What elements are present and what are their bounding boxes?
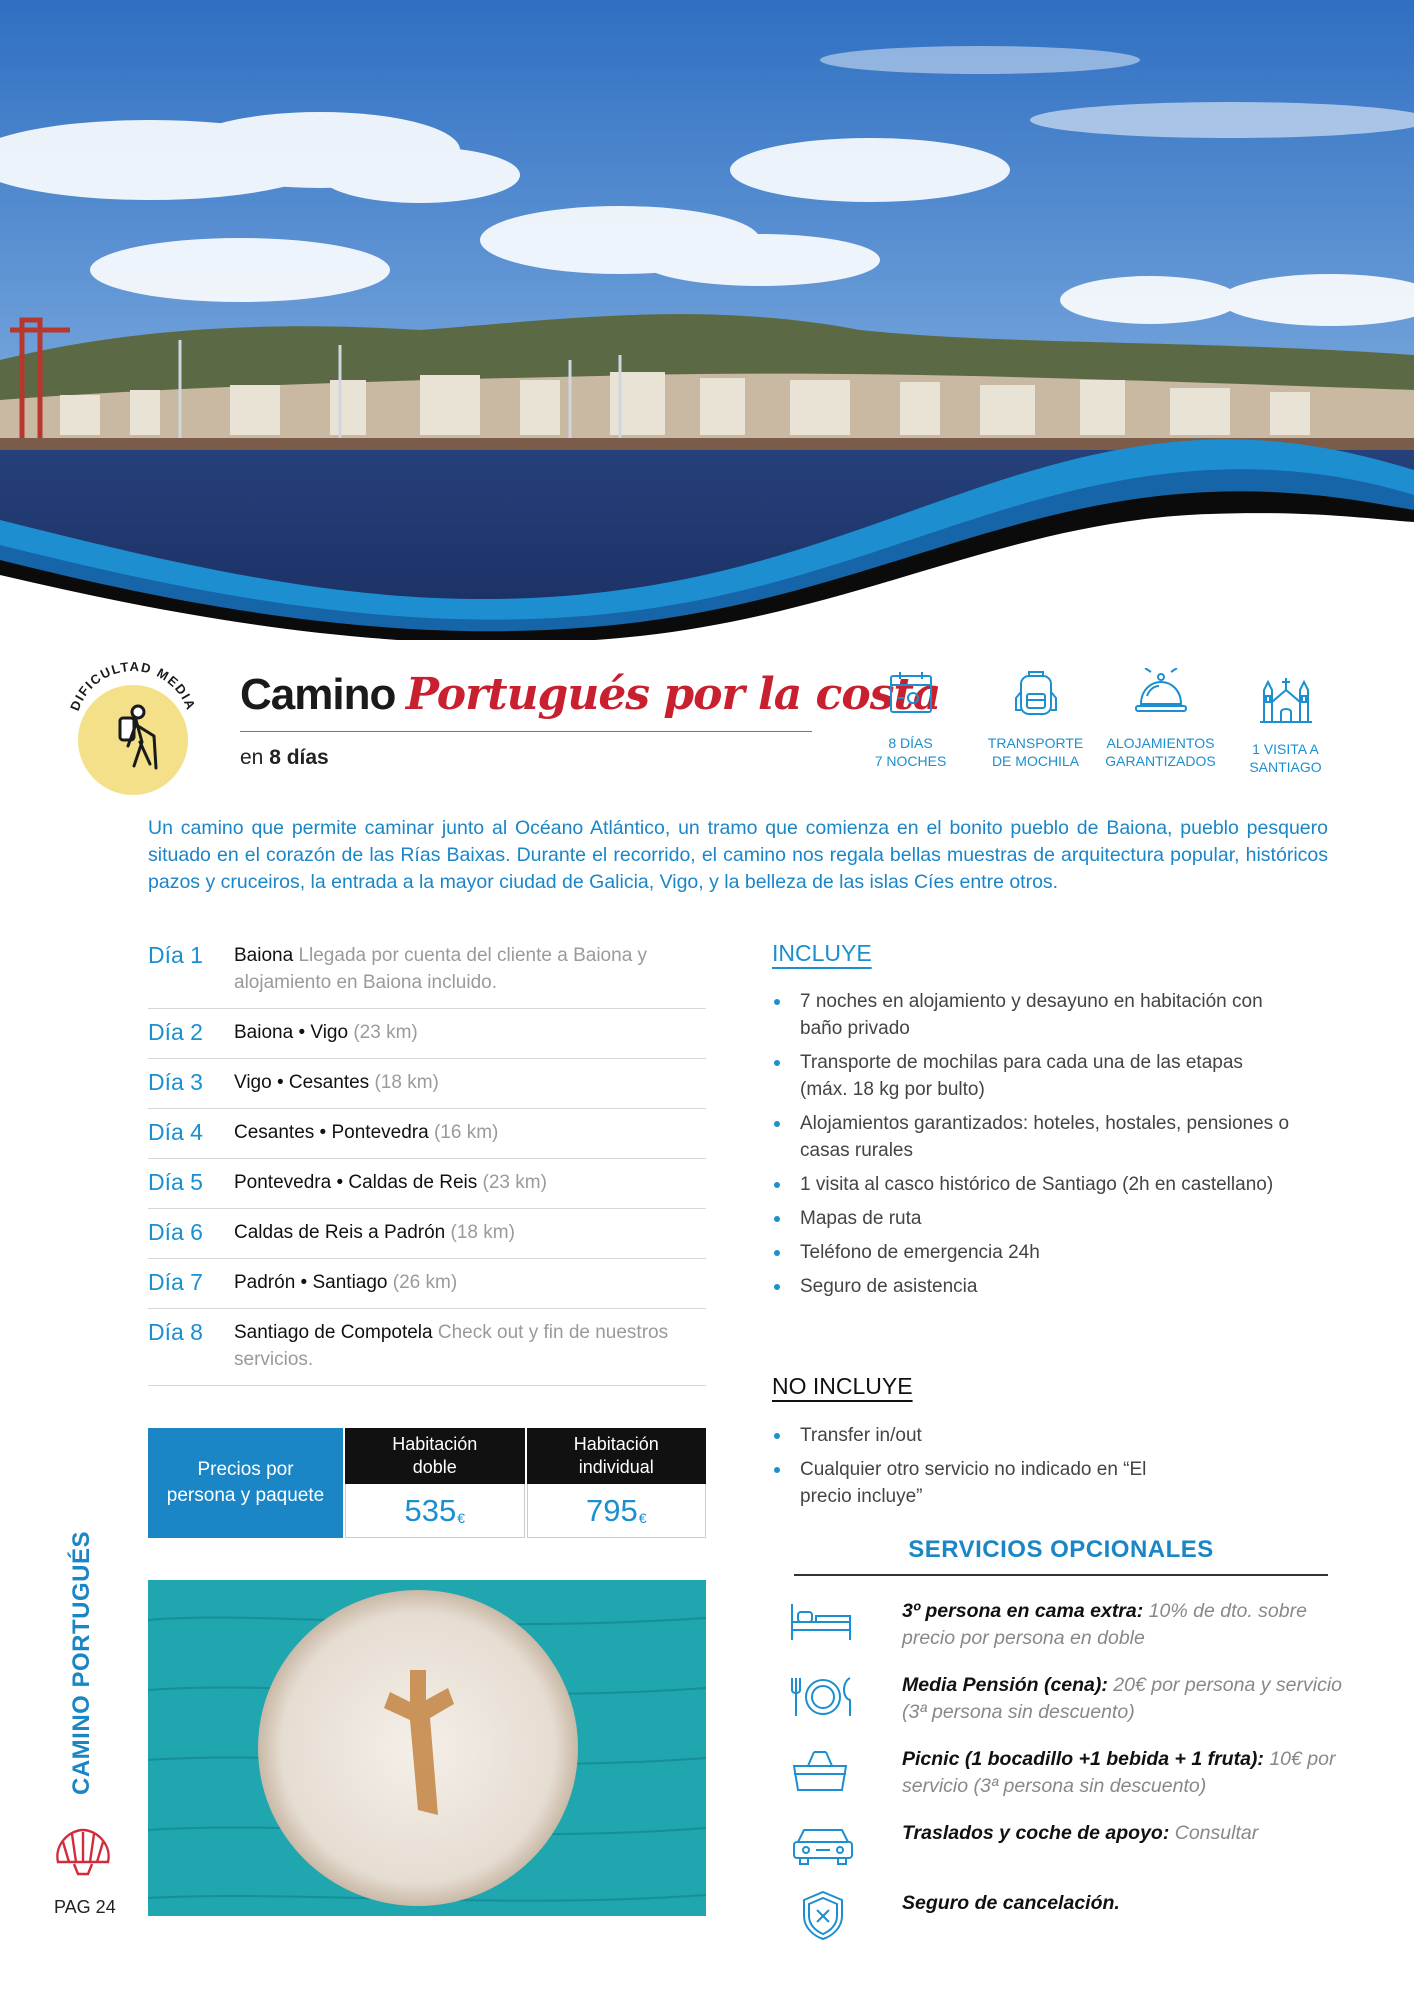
day-detail: (18 km) bbox=[369, 1072, 439, 1093]
feature-lodging-line1: ALOJAMIENTOS bbox=[1106, 735, 1215, 751]
day-number: Día 6 bbox=[148, 1219, 203, 1245]
service-bell-icon bbox=[1133, 668, 1189, 718]
section-side-label: CAMINO PORTUGUÉS bbox=[68, 1530, 95, 1795]
page-number: PAG 24 bbox=[54, 1897, 116, 1917]
tarta-de-santiago-photo bbox=[148, 1580, 706, 1916]
optional-service-transfers bbox=[788, 1820, 1348, 1870]
itinerary-day bbox=[148, 1259, 706, 1309]
price-single-room bbox=[525, 1428, 707, 1538]
day-route: Caldas de Reis a Padrón bbox=[234, 1222, 446, 1243]
list-item: 7 noches en alojamiento y desayuno en habitación con baño privado bbox=[772, 988, 1292, 1042]
excludes-title: NO INCLUYE bbox=[772, 1373, 913, 1399]
hero-photo-vigo-harbor bbox=[0, 0, 1414, 640]
list-item: 1 visita al casco histórico de Santiago (2h en castellano) bbox=[772, 1171, 1292, 1198]
includes-title: INCLUYE bbox=[772, 940, 872, 966]
service-label: Media Pensión (cena): bbox=[902, 1674, 1108, 1696]
feature-santiago-line1: 1 VISITA A bbox=[1252, 741, 1319, 757]
title-main: Camino bbox=[240, 670, 396, 719]
shield-icon bbox=[788, 1890, 858, 1940]
price-double-room bbox=[343, 1428, 525, 1538]
duration-prefix: en bbox=[240, 746, 264, 769]
price-label-line1: Habitación bbox=[573, 1434, 659, 1454]
feature-santiago bbox=[1223, 668, 1348, 788]
day-route: Pontevedra • Caldas de Reis bbox=[234, 1172, 478, 1193]
optional-services-title: SERVICIOS OPCIONALES bbox=[794, 1536, 1328, 1576]
price-table bbox=[148, 1428, 706, 1538]
list-item: Seguro de asistencia bbox=[772, 1273, 1292, 1300]
cathedral-icon bbox=[1258, 668, 1314, 724]
service-detail: 10€ por servicio (3ª persona sin descuento) bbox=[902, 1748, 1336, 1797]
list-item: Cualquier otro servicio no indicado en “El precio incluye” bbox=[772, 1456, 1192, 1510]
price-label-line2: doble bbox=[412, 1457, 457, 1477]
difficulty-label: DIFICULTAD MEDIA bbox=[67, 658, 199, 713]
day-number: Día 2 bbox=[148, 1019, 203, 1045]
tour-title bbox=[240, 660, 941, 732]
optional-service-extra-bed bbox=[788, 1598, 1348, 1652]
itinerary-day bbox=[148, 1209, 706, 1259]
day-number: Día 4 bbox=[148, 1119, 203, 1145]
service-detail: 10% de dto. sobre precio por persona en doble bbox=[902, 1600, 1307, 1649]
tour-duration bbox=[240, 746, 812, 770]
optional-service-half-board bbox=[788, 1672, 1348, 1726]
day-route: Santiago de Compotela bbox=[234, 1322, 433, 1343]
itinerary-day bbox=[148, 932, 706, 1009]
feature-days bbox=[848, 668, 973, 788]
price-label-line2: individual bbox=[578, 1457, 654, 1477]
price-currency: € bbox=[638, 1509, 647, 1526]
list-item: Teléfono de emergencia 24h bbox=[772, 1239, 1292, 1266]
day-number: Día 8 bbox=[148, 1319, 203, 1345]
day-number: Día 1 bbox=[148, 942, 203, 968]
day-route: Cesantes • Pontevedra bbox=[234, 1122, 429, 1143]
service-label: 3º persona en cama extra: bbox=[902, 1600, 1144, 1622]
price-header-line1: Precios por bbox=[197, 1459, 294, 1480]
feature-lodging-line2: GARANTIZADOS bbox=[1105, 753, 1216, 769]
day-detail: (23 km) bbox=[348, 1022, 418, 1043]
itinerary-day bbox=[148, 1059, 706, 1109]
feature-backpack-line2: DE MOCHILA bbox=[991, 753, 1080, 769]
optional-service-picnic bbox=[788, 1746, 1348, 1800]
includes-list bbox=[772, 988, 1292, 1307]
price-value: 795 bbox=[585, 1492, 638, 1528]
service-label: Picnic (1 bocadillo +1 bebida + 1 fruta): bbox=[902, 1748, 1264, 1770]
list-item: Transfer in/out bbox=[772, 1422, 1192, 1449]
picnic-basket-icon bbox=[788, 1746, 858, 1796]
day-detail: (16 km) bbox=[428, 1122, 499, 1143]
day-number: Día 7 bbox=[148, 1269, 203, 1295]
feature-icons bbox=[848, 668, 1348, 788]
feature-days-line1: 8 DÍAS bbox=[888, 735, 933, 751]
price-value: 535 bbox=[404, 1492, 457, 1528]
backpack-icon bbox=[1011, 668, 1061, 718]
itinerary-day bbox=[148, 1109, 706, 1159]
price-label-line1: Habitación bbox=[392, 1434, 478, 1454]
price-currency: € bbox=[457, 1509, 466, 1526]
service-label: Seguro de cancelación. bbox=[902, 1892, 1120, 1914]
calendar-icon bbox=[886, 668, 936, 718]
service-label: Traslados y coche de apoyo: bbox=[902, 1822, 1170, 1844]
itinerary-day bbox=[148, 1159, 706, 1209]
car-icon bbox=[788, 1820, 858, 1870]
list-item: Mapas de ruta bbox=[772, 1205, 1292, 1232]
feature-santiago-line2: SANTIAGO bbox=[1249, 759, 1322, 775]
itinerary-day bbox=[148, 1009, 706, 1059]
day-number: Día 3 bbox=[148, 1069, 203, 1095]
day-detail: Check out y fin de nuestros servicios. bbox=[234, 1322, 669, 1370]
feature-backpack bbox=[973, 668, 1098, 788]
dinner-plate-icon bbox=[788, 1672, 858, 1722]
excludes-list bbox=[772, 1422, 1192, 1517]
intro-paragraph: Un camino que permite caminar junto al Océano Atlántico, un tramo que comienza en el bonito pueblo de Baiona, pueblo pesquero situado en el corazón de las Rías Baixas. Durante el recorrido, el camino nos regala bellas muestras de arquitectura popular, históricos pazos y cruceiros, la entrada a la mayor ciudad de Galicia, Vigo, y la belleza de las islas Cíes entre otros. bbox=[148, 817, 1328, 893]
duration-days: 8 días bbox=[269, 746, 329, 769]
day-detail: Llegada por cuenta del cliente a Baiona y alojamiento en Baiona incluido. bbox=[234, 945, 648, 993]
day-route: Baiona • Vigo bbox=[234, 1022, 349, 1043]
scallop-shell-icon bbox=[52, 1828, 114, 1889]
price-table-header bbox=[148, 1428, 343, 1538]
service-detail: 20€ por persona y servicio (3ª persona sin descuento) bbox=[902, 1674, 1342, 1723]
day-detail: (18 km) bbox=[445, 1222, 515, 1243]
feature-backpack-line1: TRANSPORTE bbox=[987, 735, 1084, 751]
optional-service-cancellation bbox=[788, 1890, 1348, 1940]
list-item: Transporte de mochilas para cada una de las etapas (máx. 18 kg por bulto) bbox=[772, 1049, 1292, 1103]
bed-icon bbox=[788, 1598, 858, 1648]
optional-services-list bbox=[788, 1598, 1348, 1940]
service-detail: Consultar bbox=[1169, 1822, 1259, 1844]
title-script: Portugués por la costa bbox=[405, 669, 941, 720]
price-header-line2: persona y paquete bbox=[166, 1485, 325, 1506]
list-item: Alojamientos garantizados: hoteles, hostales, pensiones o casas rurales bbox=[772, 1110, 1292, 1164]
difficulty-badge bbox=[58, 650, 208, 800]
itinerary-list bbox=[148, 932, 706, 1386]
day-route: Padrón • Santiago bbox=[234, 1272, 388, 1293]
day-detail: (26 km) bbox=[387, 1272, 458, 1293]
day-route: Vigo • Cesantes bbox=[234, 1072, 370, 1093]
day-route: Baiona bbox=[234, 945, 294, 966]
feature-lodging bbox=[1098, 668, 1223, 788]
feature-days-line2: 7 NOCHES bbox=[874, 753, 947, 769]
itinerary-day bbox=[148, 1309, 706, 1386]
day-number: Día 5 bbox=[148, 1169, 203, 1195]
day-detail: (23 km) bbox=[477, 1172, 547, 1193]
